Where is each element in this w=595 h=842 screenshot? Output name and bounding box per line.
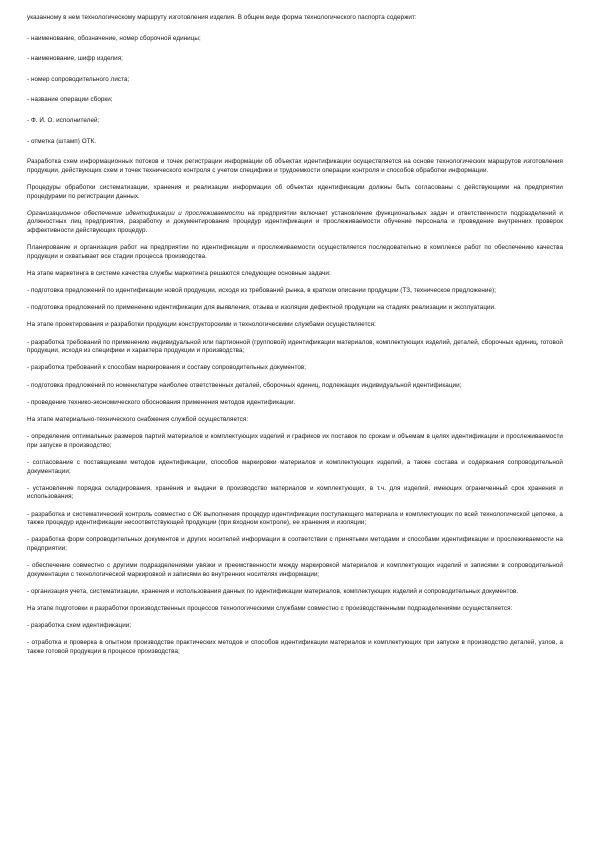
paragraph-text: - разработка и систематический контроль совместно с ОК выполнения процедур идентификации поступающего материала и комплектующих по всей технологической цепочке, а также процедур идентификации несоответствующей продукции (при входном контроле), ее хранения и изоляции; xyxy=(27,510,563,527)
paragraph-text: - обеспечение совместно с другими подразделениями увязки и преемственности между маркировкой материалов и комплектующих изделий и записями в сопроводительной документации с технологической маркировкой и записями во внутренних носителях информации; xyxy=(27,562,563,578)
paragraph-text: указанному в нем технологическому маршруту изготовления изделия. В общем виде форма технологического паспорта содержит: xyxy=(27,14,417,21)
document-page xyxy=(27,14,563,665)
paragraph xyxy=(27,321,563,330)
paragraph-text: - подготовка предложений по идентификации новой продукции, исходя из требований рынка, в кратком описании продукции (ТЗ, техническое предложение); xyxy=(27,287,496,295)
list-item xyxy=(27,459,563,476)
list-item xyxy=(27,536,563,553)
paragraph xyxy=(27,244,563,261)
paragraph-text: Планирование и организация работ на предприятии по идентификации и прослеживаемости осуществляется последовательно в комплексе работ по обеспечению качества продукции и охватывает все стадии процесса производства. xyxy=(27,244,563,260)
list-item xyxy=(27,35,563,44)
paragraph-text: на предприятии включает установление функциональных задач и ответственности подразделений и должностных лиц предприятия, разработку и документирование процедур идентификации и прослеживаемости обучение персонала и проведение внутренних проверок эффективности действующих процедур. xyxy=(27,209,563,234)
paragraph xyxy=(27,158,563,175)
paragraph-text: - наименование, шифр изделия; xyxy=(27,55,123,63)
paragraph-text: - отметка (штамп) ОТК. xyxy=(27,137,97,145)
paragraph xyxy=(27,270,563,279)
paragraph-text: - подготовка предложений по номенклатуре наиболее ответственных деталей, сборочных единиц, подлежащих индивидуальной идентификации; xyxy=(27,381,462,389)
list-item xyxy=(27,287,563,296)
list-item xyxy=(27,382,563,391)
paragraph-text: - согласование с поставщиками методов идентификации, способов маркировки материалов и комплектующих изделий, а также состава и содержания сопроводительной документации; xyxy=(27,458,563,475)
list-item xyxy=(27,55,563,64)
paragraph-text: - отработка и проверка в опытном производстве практических методов и способов идентификации материалов и комплектующих при запуске в производство деталей, узлов, а также готовой продукции в процессе производства; xyxy=(27,639,563,655)
list-item xyxy=(27,622,563,631)
paragraph-text: - установление порядка складирования, хранения и выдачи в производство материалов и комплектующих, в т.ч. для изделий, имеющих ограниченный срок хранения и использования; xyxy=(27,484,563,501)
paragraph-text: - наименование, обозначение, номер сборочной единицы; xyxy=(27,34,201,42)
paragraph-text: На этапе проектирования и разработки продукции конструкторскими и технологическими службами осуществляется: xyxy=(27,321,376,329)
paragraph-text: - разработка требований к способам маркирования и составу сопроводительных документов; xyxy=(27,364,307,372)
paragraph xyxy=(27,210,563,236)
paragraph xyxy=(27,605,563,614)
list-item xyxy=(27,485,563,502)
list-item xyxy=(27,433,563,450)
paragraph xyxy=(27,14,563,23)
list-item xyxy=(27,562,563,579)
paragraph-text: На этапе подготовки и разработки производственных процессов технологическими службами совместно с производственными подразделениями осуществляется: xyxy=(27,605,513,613)
paragraph-text: - подготовка предложений по применению идентификации для выявления, отзыва и изоляции дефектной продукции на стадиях реализации и эксплуатации. xyxy=(27,304,496,312)
paragraph-lead-italic: Организационное обеспечение идентификации и прослеживаемости xyxy=(27,209,245,217)
list-item xyxy=(27,399,563,408)
list-item xyxy=(27,76,563,85)
paragraph-text: Разработка схем информационных потоков и точек регистрации информации об объектах идентификации осуществляется на основе технологических маршрутов изготовления продукции, действующих схем и точек технического контроля с учетом специфики и трудоемкости операции контроля и способов обработки информации. xyxy=(27,158,563,174)
paragraph-text: - разработка требований по применению индивидуальной или партионной (групповой) идентификации материалов, комплектующих изделий, деталей, сборочных единиц, готовой продукции, исходя из специфики и характера продукции и производства; xyxy=(27,338,563,355)
list-item xyxy=(27,138,563,147)
list-item xyxy=(27,639,563,656)
paragraph-text: - Ф. И. О. исполнителей; xyxy=(27,116,100,124)
paragraph-text: - проведение технико-экономического обоснования применения методов идентификации. xyxy=(27,398,296,406)
paragraph-text: - определение оптимальных размеров партий материалов и комплектующих изделий и графиков их поставок по срокам и объемам в целях идентификации и прослеживаемости при запуске в производство; xyxy=(27,433,563,449)
paragraph-text: - разработка форм сопроводительных документов и других носителей информации в соответствии с принятыми методами и способами идентификации и прослеживаемости на предприятии; xyxy=(27,536,563,552)
paragraph xyxy=(27,416,563,425)
list-item xyxy=(27,339,563,356)
paragraph-text: На этапе маркетинга в системе качества службы маркетинга решаются следующие основные задачи: xyxy=(27,269,331,277)
list-item xyxy=(27,588,563,597)
list-item xyxy=(27,511,563,528)
list-item xyxy=(27,117,563,126)
paragraph-text: Процедуры обработки систематизации, хранения и реализации информации об объектах идентификации должны быть согласованы с действующими на предприятии процедурами по регистрации данных. xyxy=(27,183,563,200)
paragraph-text: На этапе материально-технического снабжения службой осуществляется: xyxy=(27,415,249,423)
paragraph-text: - название операции сборки; xyxy=(27,96,113,104)
paragraph-text: - номер сопроводительного листа; xyxy=(27,75,130,83)
list-item xyxy=(27,304,563,313)
paragraph-text: - организация учета, систематизации, хранения и использования данных по идентификации материалов, комплектующих изделий и сопроводительных документов. xyxy=(27,587,519,595)
list-item xyxy=(27,96,563,105)
paragraph xyxy=(27,184,563,201)
list-item xyxy=(27,364,563,373)
paragraph-text: - разработка схем идентификации; xyxy=(27,622,132,630)
